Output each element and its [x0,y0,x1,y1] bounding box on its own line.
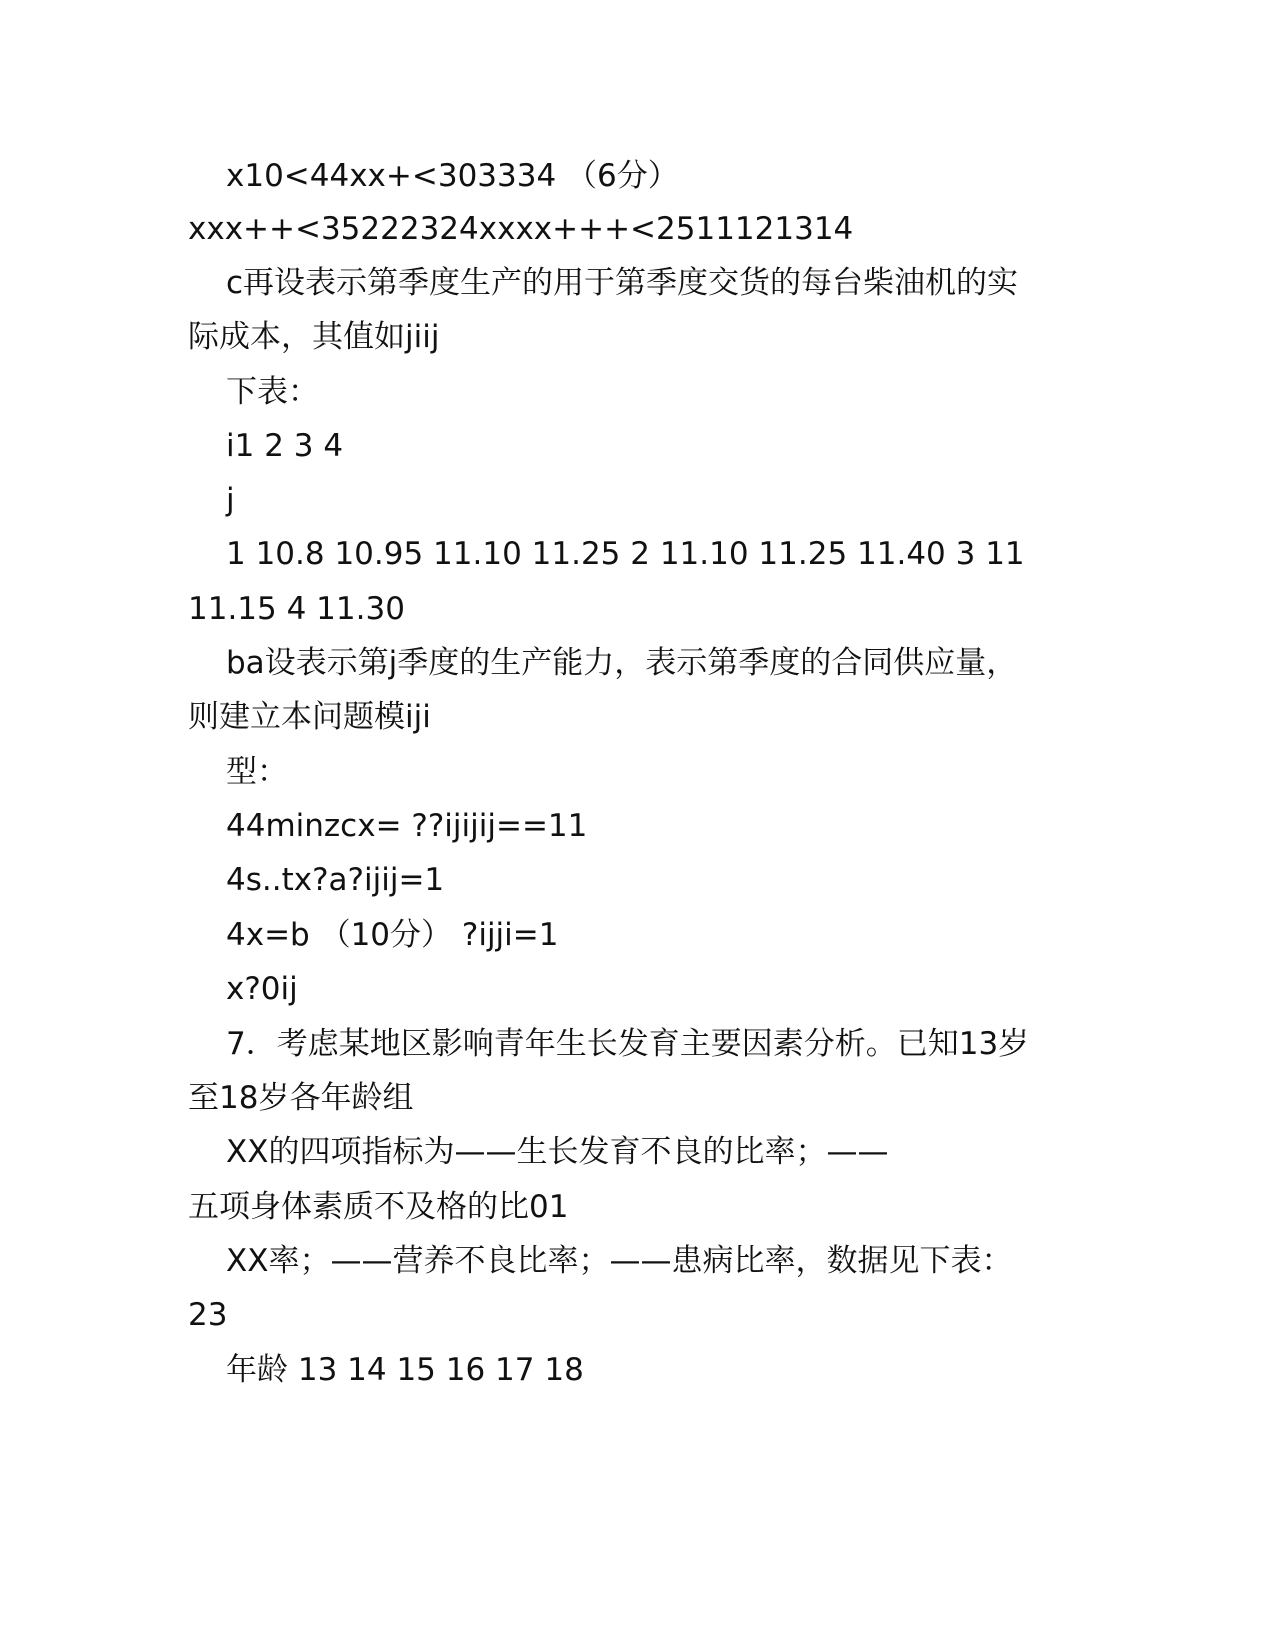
text-line: 则建立本问题模iji [188,699,431,735]
text-line: 1 10.8 10.95 11.10 11.25 2 11.10 11.25 11.40 3 11 [226,536,1025,572]
text-line: ba设表示第j季度的生产能力，表示第季度的合同供应量， [226,645,1018,681]
text-line: c再设表示第季度生产的用于第季度交货的每台柴油机的实 [226,265,1019,301]
text-line: 五项身体素质不及格的比01 [188,1189,569,1225]
text-line: XX的四项指标为——生长发育不良的比率；—— [226,1134,889,1170]
text-line: XX率；——营养不良比率；——患病比率，数据见下表： [226,1243,1013,1279]
text-line: 4s..tx?a?ijij=1 [226,862,445,898]
text-line: 际成本，其值如jiij [188,319,440,355]
text-line: 11.15 4 11.30 [188,591,405,627]
text-line: j [226,482,235,518]
text-line: 44minzcx= ??ijijij==11 [226,808,588,844]
text-line: 年龄 13 14 15 16 17 18 [226,1352,584,1388]
text-line: 4x=b （10分） ?ijji=1 [226,917,559,953]
text-line: 至18岁各年龄组 [188,1080,414,1116]
text-line: 7．考虑某地区影响青年生长发育主要因素分析。已知13岁 [226,1026,1030,1062]
text-line: i1 2 3 4 [226,428,344,464]
text-line: x?0ij [226,971,298,1007]
text-line: xxx++<35222324xxxx+++<2511121314 [188,211,854,247]
text-line: x10<44xx+<303334 （6分） [226,158,679,194]
text-line: 下表： [226,374,319,410]
text-line: 23 [188,1297,228,1333]
text-line: 型： [226,754,288,790]
